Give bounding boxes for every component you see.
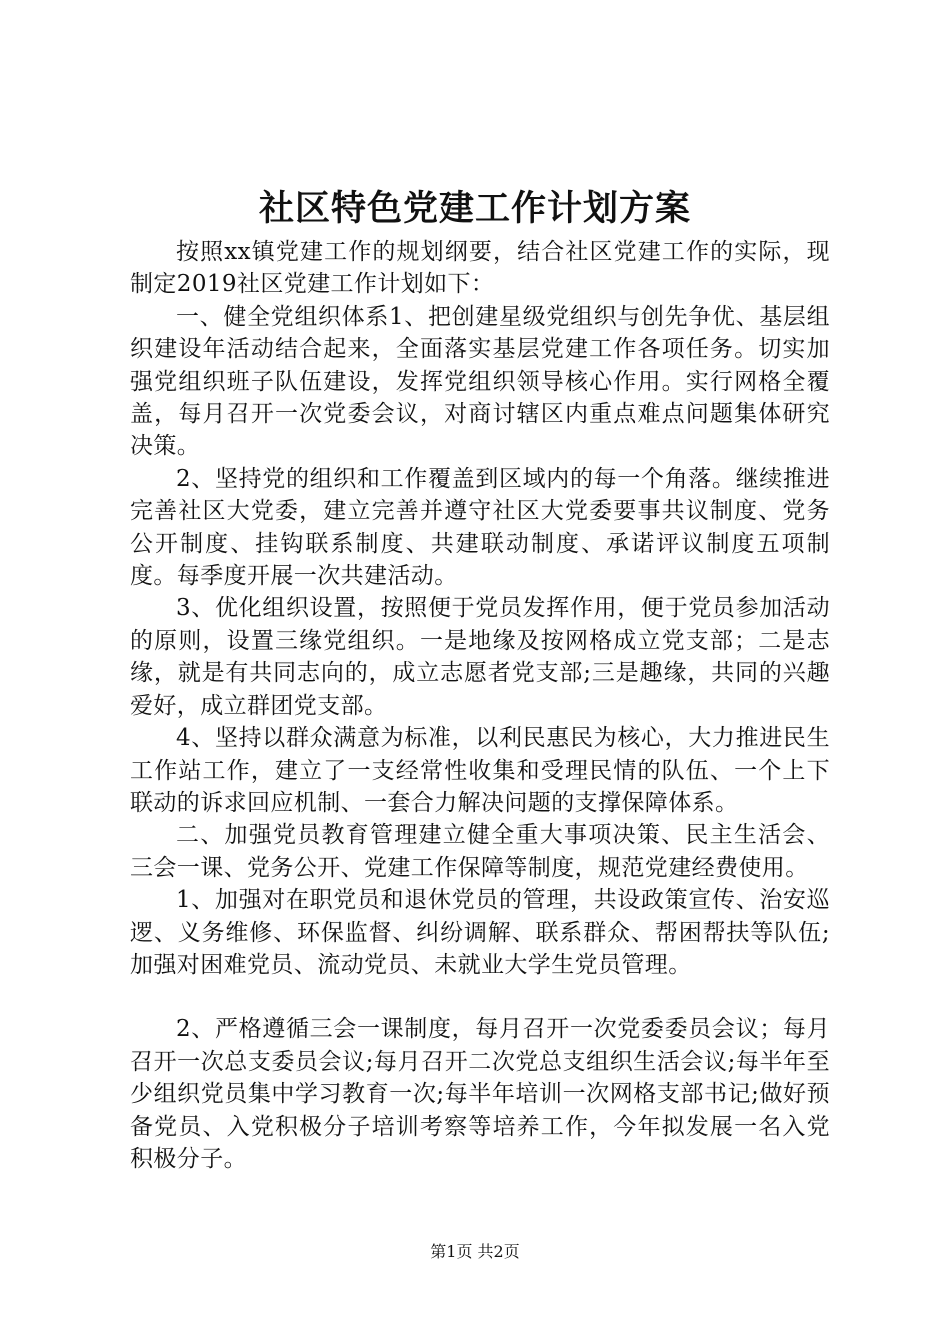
paragraph-item-2-2: 2、严格遵循三会一课制度，每月召开一次党委委员会议；每月召开一次总支委员会议;每月召开二次党总支组织生活会议;每半年至少组织党员集中学习教育一次;每半年培训一次网格支部书记;做好预备党员、入党积极分子培训考察等培养工作，今年拟发展一名入党积极分子。	[130, 1016, 830, 1172]
paragraph-item-1-2: 2、坚持党的组织和工作覆盖到区域内的每一个角落。继续推进完善社区大党委，建立完善并遵守社区大党委要事共议制度、党务公开制度、挂钩联系制度、共建联动制度、承诺评议制度五项制度。每季度开展一次共建活动。	[130, 465, 830, 590]
paragraph-section-2: 二、加强党员教育管理建立健全重大事项决策、民主生活会、三会一课、党务公开、党建工作保障等制度，规范党建经费使用。	[130, 822, 830, 881]
paragraph-item-2-1: 1、加强对在职党员和退休党员的管理，共设政策宣传、治安巡逻、义务维修、环保监督、纠纷调解、联系群众、帮困帮扶等队伍;加强对困难党员、流动党员、未就业大学生党员管理。	[130, 887, 830, 978]
paragraph-item-1-3: 3、优化组织设置，按照便于党员发挥作用，便于党员参加活动的原则，设置三缘党组织。一是地缘及按网格成立党支部；二是志缘，就是有共同志向的，成立志愿者党支部;三是趣缘，共同的兴趣爱好，成立群团党支部。	[130, 595, 830, 719]
paragraph-section-1: 一、健全党组织体系1、把创建星级党组织与创先争优、基层组织建设年活动结合起来，全面落实基层党建工作各项任务。切实加强党组织班子队伍建设，发挥党组织领导核心作用。实行网格全覆盖，每月召开一次党委会议，对商讨辖区内重点难点问题集体研究决策。	[130, 303, 830, 460]
paragraph-item-1-4: 4、坚持以群众满意为标准，以利民惠民为核心，大力推进民生工作站工作，建立了一支经常性收集和受理民情的队伍、一个上下联动的诉求回应机制、一套合力解决问题的支撑保障体系。	[130, 725, 830, 816]
document-body	[130, 236, 830, 1175]
page-footer: 第1页 共2页	[430, 1242, 520, 1261]
document-title: 社区特色党建工作计划方案	[258, 188, 691, 229]
paragraph-intro: 按照xx镇党建工作的规划纲要，结合社区党建工作的实际，现制定2019社区党建工作计划如下：	[130, 239, 830, 298]
